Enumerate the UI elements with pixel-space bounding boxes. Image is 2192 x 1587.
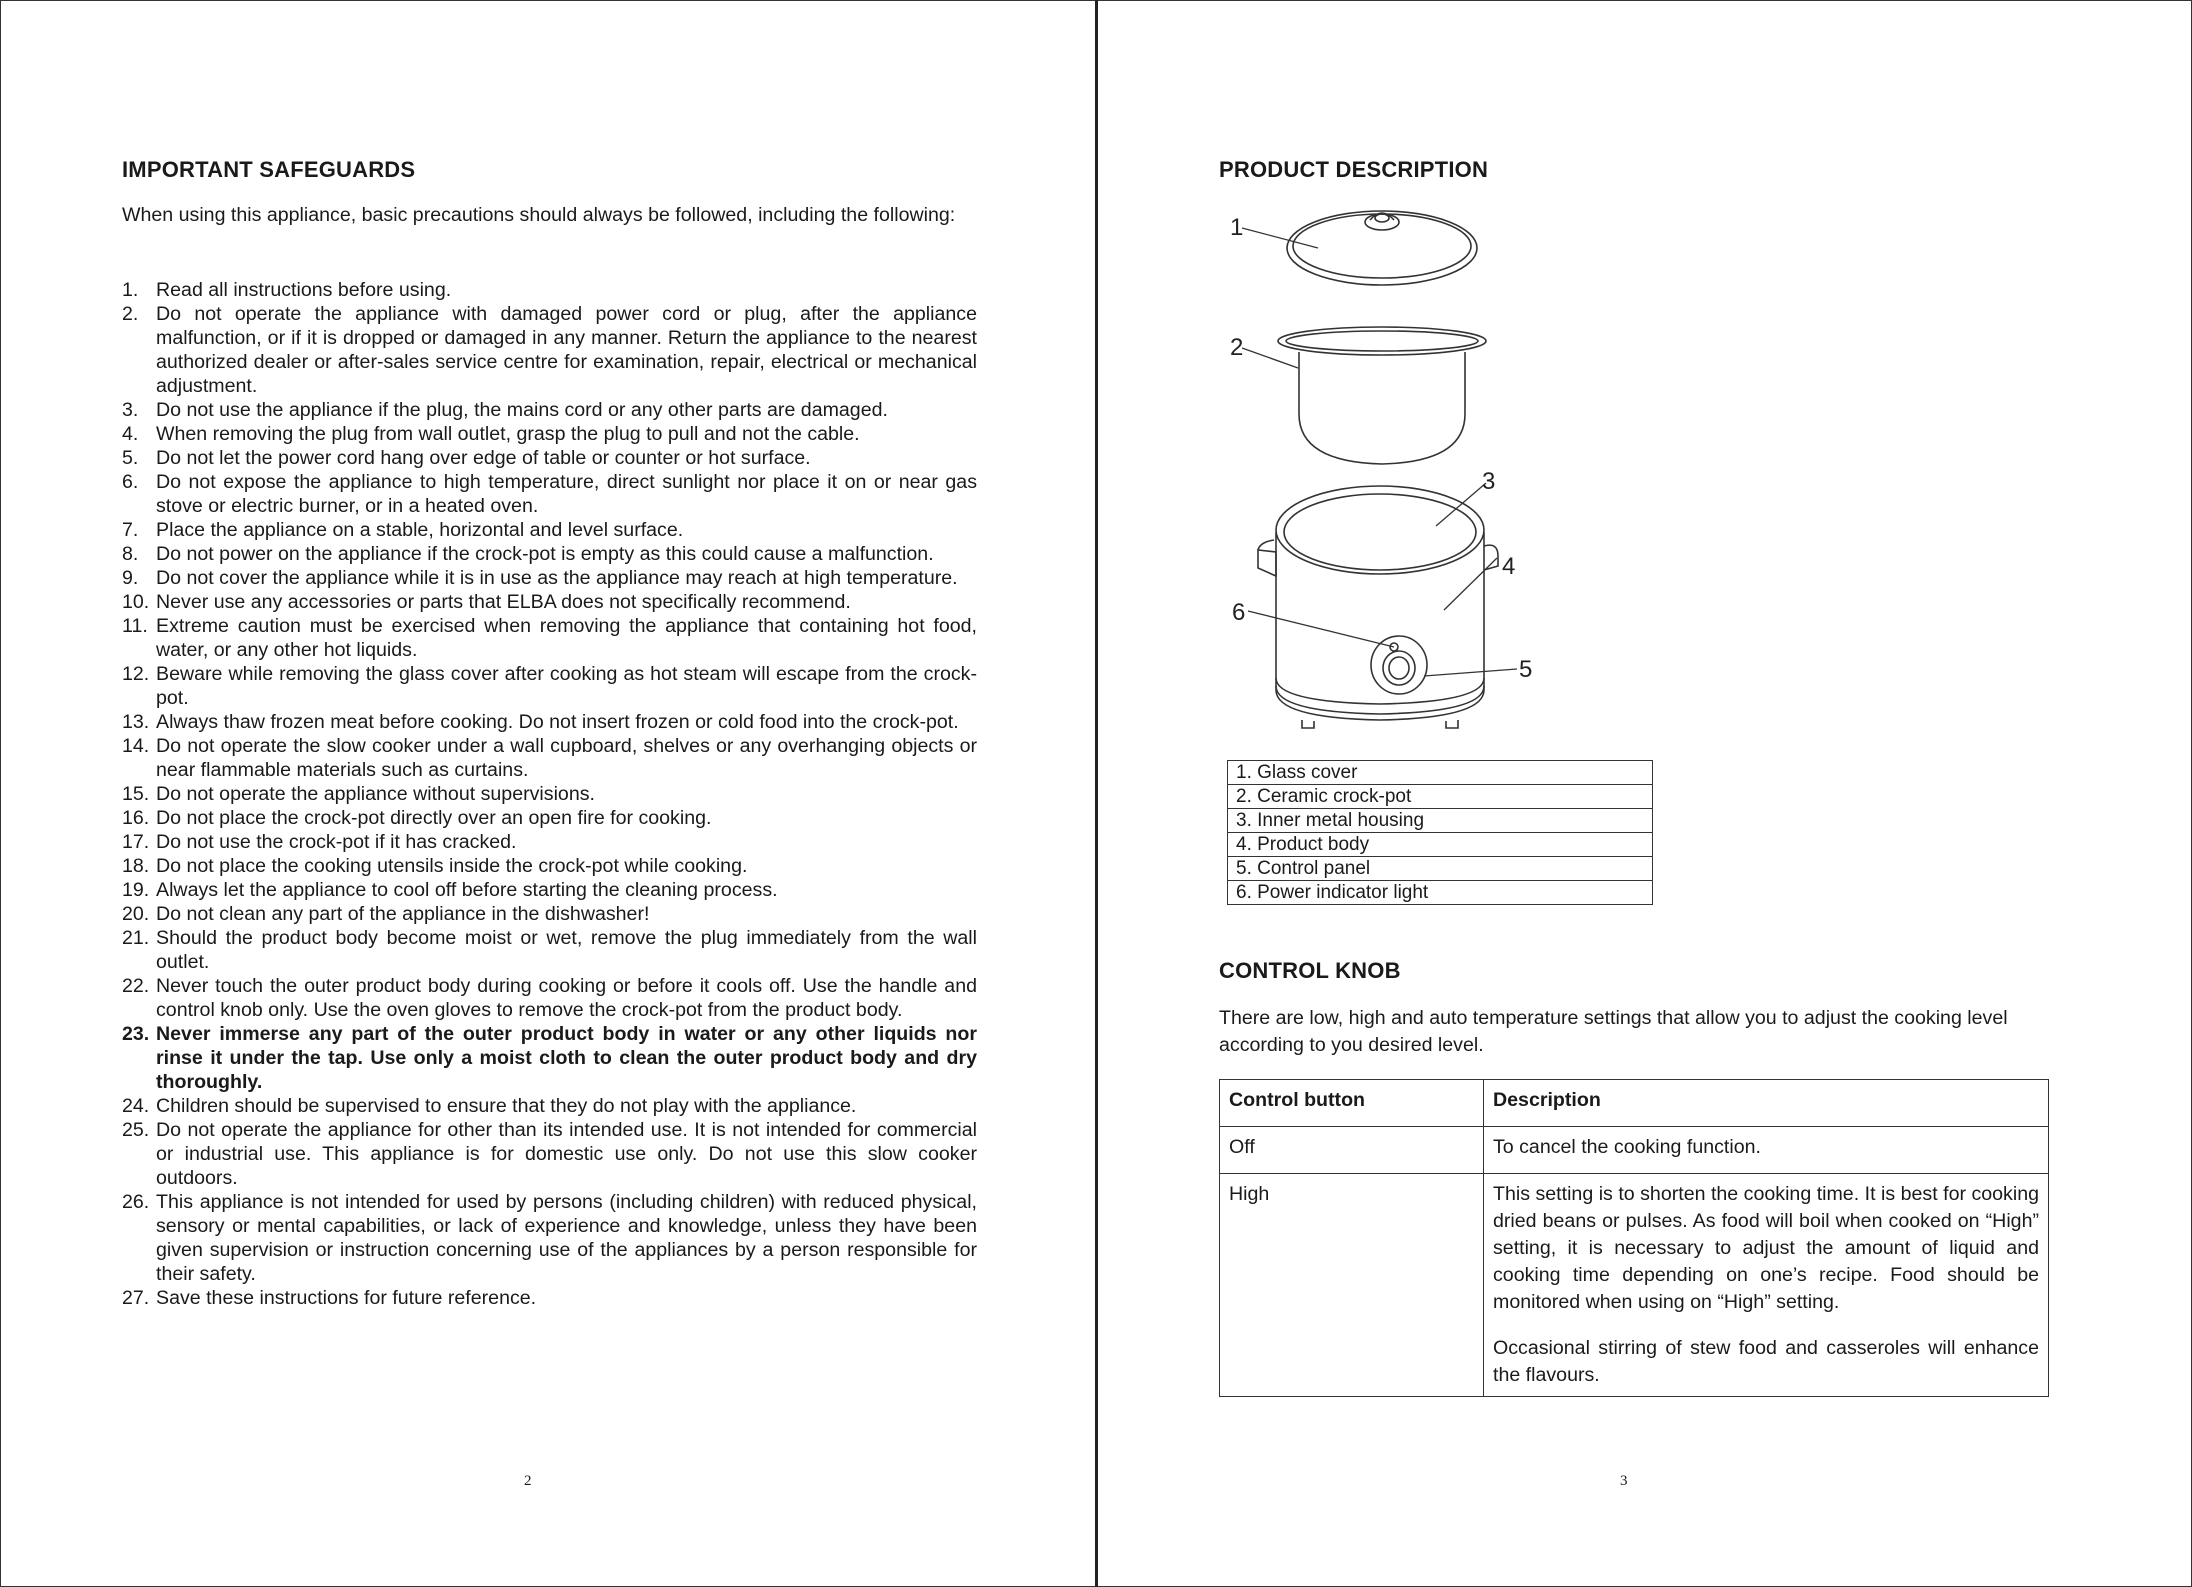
product-description-title: PRODUCT DESCRIPTION: [1219, 157, 1489, 182]
list-item-number: 20.: [122, 903, 150, 925]
safeguards-intro: When using this appliance, basic precautions should always be followed, including the following:: [122, 204, 956, 226]
list-item-text: Always thaw frozen meat before cooking. Do not insert frozen or cold food into the crock-pot.: [156, 711, 959, 733]
control-button-cell: High: [1220, 1174, 1484, 1397]
list-item-number: 27.: [122, 1287, 150, 1309]
leader-lines: [1242, 228, 1517, 676]
list-item-number: 7.: [122, 519, 139, 541]
table-row: [1228, 857, 1653, 881]
description-cell: [1484, 1127, 2049, 1174]
list-item-text: Do not operate the appliance with damaged power cord or plug, after the appliance malfunction, or if it is dropped or damaged in any manner. Return the appliance to the nearest authorized dealer or after-sales service centre for examination, repair, electrical or mechanical adjustment.: [156, 303, 977, 397]
control-knob-title: CONTROL KNOB: [1219, 958, 1401, 983]
list-item-text: Do not use the crock-pot if it has cracked.: [156, 831, 517, 853]
list-item-number: 17.: [122, 831, 150, 853]
list-item: [122, 926, 977, 974]
list-item-text: Never immerse any part of the outer product body in water or any other liquids nor rinse it under the tap. Use only a moist cloth to clean the outer product body and dry thoroughly.: [156, 1023, 977, 1093]
description-text: This setting is to shorten the cooking time. It is best for cooking dried beans or pulses. As food will boil when cooked on “High” setting, it is necessary to adjust the amount of liquid and cooking time depending on one’s recipe. Food should be monitored when using on “High” setting.: [1493, 1183, 2039, 1313]
list-item: [122, 542, 977, 566]
list-item: [122, 398, 977, 422]
part-item: 5. Control panel: [1228, 857, 1653, 881]
list-item-number: 8.: [122, 543, 139, 565]
list-item: [122, 710, 977, 734]
list-item-text: Extreme caution must be exercised when removing the appliance that containing hot food, water, or any other hot liquids.: [156, 615, 977, 661]
list-item-number: 5.: [122, 447, 139, 469]
list-item-number: 26.: [122, 1191, 150, 1213]
table-row: [1228, 881, 1653, 905]
description-cell: [1484, 1174, 2049, 1397]
list-item-text: Always let the appliance to cool off before starting the cleaning process.: [156, 879, 778, 901]
control-button-cell: Off: [1220, 1127, 1484, 1174]
list-item-text: Do not cover the appliance while it is in use as the appliance may reach at high temperature.: [156, 567, 958, 589]
list-item-text: Do not operate the slow cooker under a wall cupboard, shelves or any overhanging objects or near flammable materials such as curtains.: [156, 735, 977, 781]
list-item: [122, 662, 977, 710]
safeguards-title: IMPORTANT SAFEGUARDS: [122, 157, 416, 182]
list-item-text: Children should be supervised to ensure that they do not play with the appliance.: [156, 1095, 857, 1117]
list-item-number: 18.: [122, 855, 150, 877]
list-item: [122, 278, 977, 302]
list-item-number: 4.: [122, 423, 139, 445]
list-item-number: 13.: [122, 711, 150, 733]
list-item-number: 1.: [122, 279, 139, 301]
diagram-label-2: 2: [1230, 334, 1244, 361]
list-item-number: 23.: [122, 1023, 150, 1045]
list-item: [122, 878, 977, 902]
list-item-text: Never use any accessories or parts that ELBA does not specifically recommend.: [156, 591, 851, 613]
list-item-text: Do not place the cooking utensils inside the crock-pot while cooking.: [156, 855, 748, 877]
list-item: [122, 446, 977, 470]
list-item-number: 15.: [122, 783, 150, 805]
list-item-number: 19.: [122, 879, 150, 901]
list-item: [122, 830, 977, 854]
list-item-text: When removing the plug from wall outlet, grasp the plug to pull and not the cable.: [156, 423, 860, 445]
list-item-number: 21.: [122, 927, 150, 949]
list-item-number: 25.: [122, 1119, 150, 1141]
list-item: [122, 470, 977, 518]
list-item-text: Do not operate the appliance for other than its intended use. It is not intended for commercial or industrial use. This appliance is for domestic use only. Do not use this slow cooker outdoors.: [156, 1119, 977, 1189]
list-item: [122, 590, 977, 614]
list-item: [122, 734, 977, 782]
list-item: [122, 1118, 977, 1190]
list-item-text: Save these instructions for future reference.: [156, 1287, 537, 1309]
page-number: 3: [1620, 1473, 1628, 1489]
list-item-text: This appliance is not intended for used by persons (including children) with reduced physical, sensory or mental capabilities, or lack of experience and knowledge, unless they have been given supervision or instruction concerning use of the appliances by a person responsible for their safety.: [156, 1191, 977, 1285]
list-item-number: 24.: [122, 1095, 150, 1117]
list-item: [122, 422, 977, 446]
list-item-text: Do not use the appliance if the plug, the mains cord or any other parts are damaged.: [156, 399, 888, 421]
control-knob-intro: There are low, high and auto temperature settings that allow you to adjust the cooking level according to you desired level.: [1219, 1007, 2008, 1056]
list-item-number: 9.: [122, 567, 139, 589]
slow-cooker-diagram: [1214, 200, 1544, 750]
part-item: 2. Ceramic crock-pot: [1228, 785, 1653, 809]
list-item-number: 12.: [122, 663, 150, 685]
list-item-text: Never touch the outer product body during cooking or before it cools off. Use the handle and control knob only. Use the oven gloves to remove the crock-pot from the product body.: [156, 975, 977, 1021]
list-item-number: 10.: [122, 591, 150, 613]
page-number: 2: [524, 1473, 532, 1489]
diagram-label-6: 6: [1232, 599, 1246, 626]
part-item: 4. Product body: [1228, 833, 1653, 857]
part-item: 1. Glass cover: [1228, 761, 1653, 785]
table-row: [1228, 785, 1653, 809]
list-item-number: 22.: [122, 975, 150, 997]
column-header: Description: [1484, 1080, 2049, 1127]
ceramic-pot-illustration: [1278, 327, 1486, 464]
list-item-text: Do not expose the appliance to high temperature, direct sunlight nor place it on or near gas stove or electric burner, or in a heated oven.: [156, 471, 977, 517]
list-item: [122, 854, 977, 878]
safeguards-list: [122, 278, 977, 1310]
list-item-text: Should the product body become moist or wet, remove the plug immediately from the wall outlet.: [156, 927, 977, 973]
product-body-illustration: [1258, 486, 1498, 728]
list-item: [122, 1022, 977, 1094]
list-item-text: Do not place the crock-pot directly over an open fire for cooking.: [156, 807, 712, 829]
list-item-number: 16.: [122, 807, 150, 829]
diagram-label-1: 1: [1230, 214, 1244, 241]
list-item-text: Do not let the power cord hang over edge of table or counter or hot surface.: [156, 447, 811, 469]
list-item-number: 6.: [122, 471, 139, 493]
part-item: 6. Power indicator light: [1228, 881, 1653, 905]
list-item-number: 14.: [122, 735, 150, 757]
list-item-number: 3.: [122, 399, 139, 421]
list-item: [122, 1094, 977, 1118]
diagram-label-4: 4: [1502, 553, 1516, 580]
table-row: [1228, 761, 1653, 785]
part-item: 3. Inner metal housing: [1228, 809, 1653, 833]
list-item: [122, 1190, 977, 1286]
control-knob-table: [1219, 1079, 2049, 1397]
table-row: [1228, 809, 1653, 833]
list-item: [122, 974, 977, 1022]
list-item: [122, 518, 977, 542]
list-item: [122, 566, 977, 590]
list-item: [122, 1286, 977, 1310]
table-header-row: [1220, 1080, 2049, 1127]
list-item-text: Beware while removing the glass cover after cooking as hot steam will escape from the crock-pot.: [156, 663, 977, 709]
diagram-label-5: 5: [1519, 656, 1533, 683]
list-item: [122, 806, 977, 830]
list-item-text: Do not power on the appliance if the crock-pot is empty as this could cause a malfunction.: [156, 543, 934, 565]
list-item: [122, 614, 977, 662]
list-item-text: Read all instructions before using.: [156, 279, 452, 301]
table-row: [1228, 833, 1653, 857]
list-item: [122, 302, 977, 398]
table-row: [1220, 1174, 2049, 1397]
left-page: [0, 0, 1095, 1587]
list-item-text: Do not clean any part of the appliance in the dishwasher!: [156, 903, 650, 925]
table-row: [1220, 1127, 2049, 1174]
list-item: [122, 782, 977, 806]
column-header: Control button: [1220, 1080, 1484, 1127]
list-item-number: 2.: [122, 303, 139, 325]
description-text: To cancel the cooking function.: [1493, 1136, 1761, 1158]
parts-legend-table: [1227, 760, 1653, 905]
list-item-text: Place the appliance on a stable, horizontal and level surface.: [156, 519, 684, 541]
description-text: Occasional stirring of stew food and casseroles will enhance the flavours.: [1493, 1337, 2039, 1386]
list-item-text: Do not operate the appliance without supervisions.: [156, 783, 595, 805]
diagram-label-3: 3: [1482, 468, 1496, 495]
list-item-number: 11.: [122, 615, 148, 637]
list-item: [122, 902, 977, 926]
